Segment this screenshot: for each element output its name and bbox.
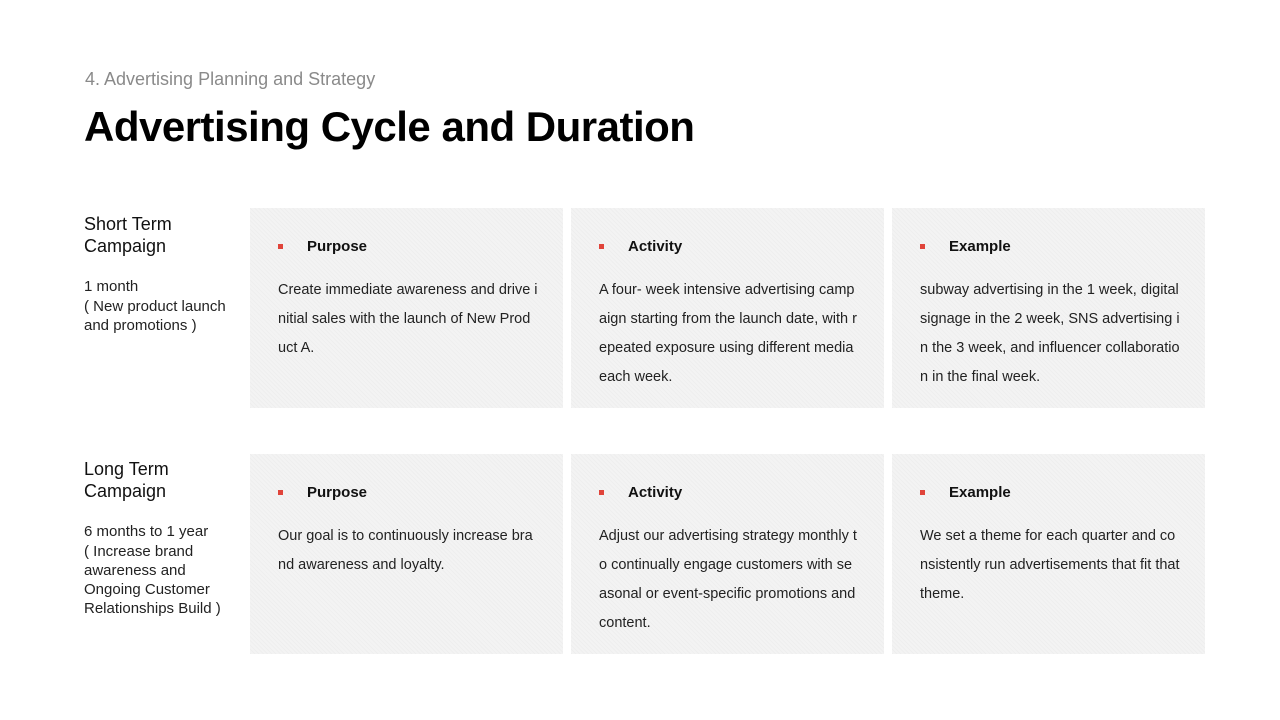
page-title: Advertising Cycle and Duration bbox=[84, 103, 695, 150]
row-note: ( Increase brand awareness and Ongoing Customer Relationships Build ) bbox=[84, 542, 221, 617]
short-term-example-card bbox=[892, 208, 1205, 408]
short-term-purpose-card bbox=[250, 208, 563, 408]
row-name: Long Term Campaign bbox=[84, 459, 169, 501]
card-body: Our goal is to continuously increase brand awareness and loyalty. bbox=[278, 528, 533, 573]
card-body: Adjust our advertising strategy monthly to continually engage customers with seasonal or event-specific promotions and content. bbox=[599, 528, 857, 631]
row-duration: 6 months to 1 year bbox=[84, 523, 209, 540]
long-term-label bbox=[84, 458, 244, 618]
bullet-icon bbox=[278, 490, 283, 495]
long-term-activity-card bbox=[571, 454, 884, 654]
card-title: Activity bbox=[628, 237, 683, 255]
bullet-icon bbox=[599, 490, 604, 495]
row-note: ( New product launch and promotions ) bbox=[84, 297, 226, 334]
card-body: Create immediate awareness and drive initial sales with the launch of New Product A. bbox=[278, 282, 538, 356]
section-label: 4. Advertising Planning and Strategy bbox=[85, 69, 376, 89]
short-term-label bbox=[84, 213, 244, 335]
card-title: Purpose bbox=[307, 237, 368, 255]
card-title: Activity bbox=[628, 483, 683, 501]
card-body: We set a theme for each quarter and consistently run advertisements that fit that theme. bbox=[920, 528, 1180, 602]
bullet-icon bbox=[920, 244, 925, 249]
bullet-icon bbox=[278, 244, 283, 249]
long-term-purpose-card bbox=[250, 454, 563, 654]
card-title: Example bbox=[949, 237, 1011, 255]
short-term-activity-card bbox=[571, 208, 884, 408]
bullet-icon bbox=[920, 490, 925, 495]
card-title: Example bbox=[949, 483, 1011, 501]
card-title: Purpose bbox=[307, 483, 368, 501]
bullet-icon bbox=[599, 244, 604, 249]
card-body: subway advertising in the 1 week, digital signage in the 2 week, SNS advertising in the 3 week, and influencer collaboration in the final week. bbox=[920, 282, 1180, 385]
row-name: Short Term Campaign bbox=[84, 214, 172, 256]
card-body: A four- week intensive advertising campaign starting from the launch date, with repeated exposure using different media each week. bbox=[599, 282, 857, 385]
long-term-example-card bbox=[892, 454, 1205, 654]
row-duration: 1 month bbox=[84, 278, 139, 295]
